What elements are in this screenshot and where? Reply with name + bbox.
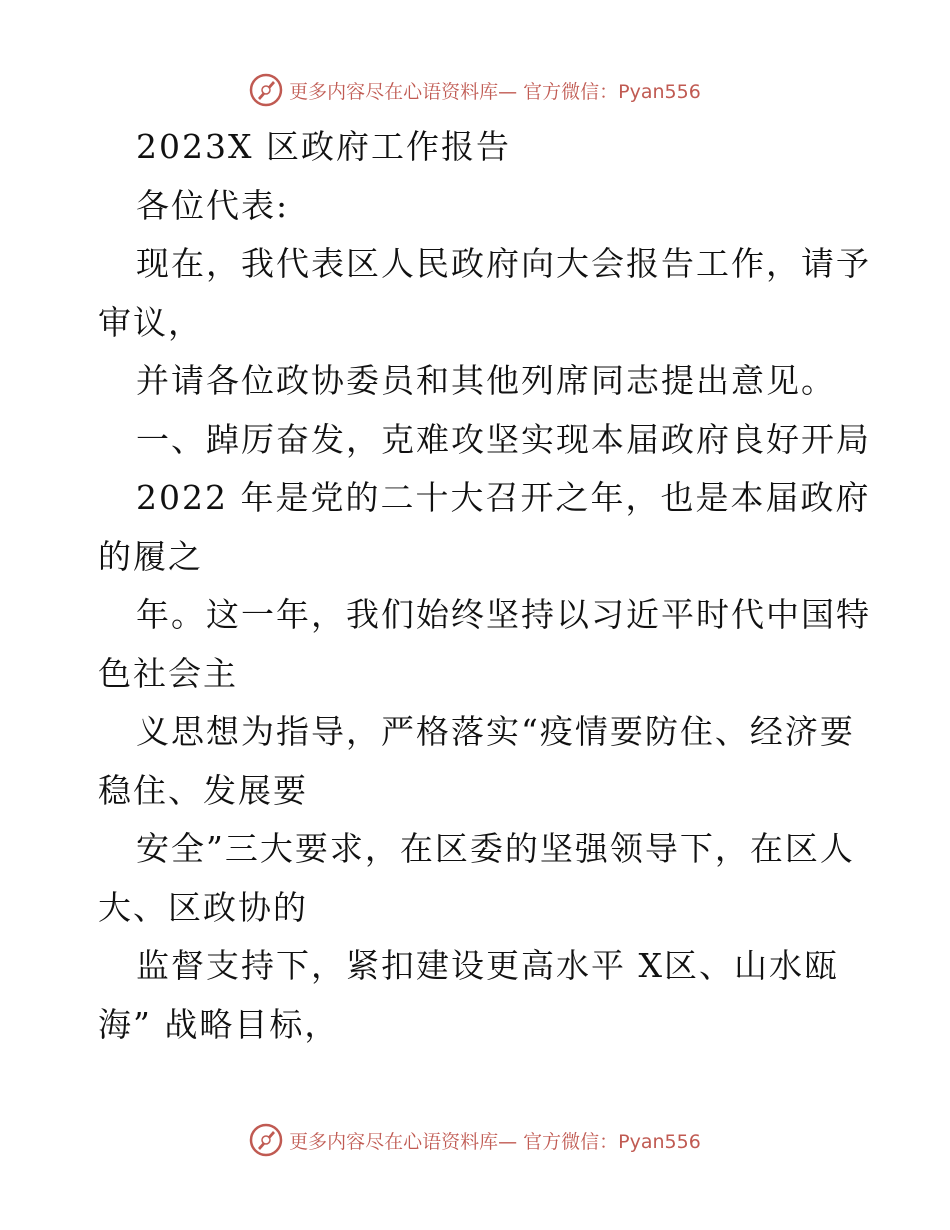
footer-wechat-text: 官方微信：Pyan556 [523,1130,701,1153]
quill-seal-icon [249,1123,283,1157]
body-line: 年。这一年，我们始终坚持以习近平时代中国特 [136,595,871,634]
quill-seal-icon [249,73,283,107]
body-line: 审议， [98,302,203,342]
body-line: 的履之 [98,536,203,576]
body-line: 安全”三大要求，在区委的坚强领导下，在区人 [136,829,855,868]
body-line: 义思想为指导，严格落实“疫情要防住、经济要 [136,712,855,751]
header-banner [0,70,950,110]
document-body [98,118,871,1054]
body-line: 2022 年是党的二十大召开之年，也是本届政府 [136,478,871,517]
header-brand-text: 更多内容尽在心语资料库— [289,80,518,103]
body-line: 监督支持下，紧扣建设更高水平 X区、山水瓯 [136,946,839,985]
salutation: 各位代表: [136,185,290,225]
header-wechat-text: 官方微信：Pyan556 [523,80,701,103]
body-line: 海” 战略目标， [98,1004,340,1044]
document-title: 2023X 区政府工作报告 [136,127,511,166]
section-heading: 一、踔厉奋发，克难攻坚实现本届政府良好开局 [136,419,871,459]
body-line: 稳住、发展要 [98,770,308,810]
body-line: 并请各位政协委员和其他列席同志提出意见。 [136,361,836,400]
footer-banner [0,1120,950,1160]
body-line: 色社会主 [98,653,238,693]
body-line: 现在，我代表区人民政府向大会报告工作，请予 [136,244,871,283]
body-line: 大、区政协的 [98,887,308,927]
footer-brand-text: 更多内容尽在心语资料库— [289,1130,518,1153]
